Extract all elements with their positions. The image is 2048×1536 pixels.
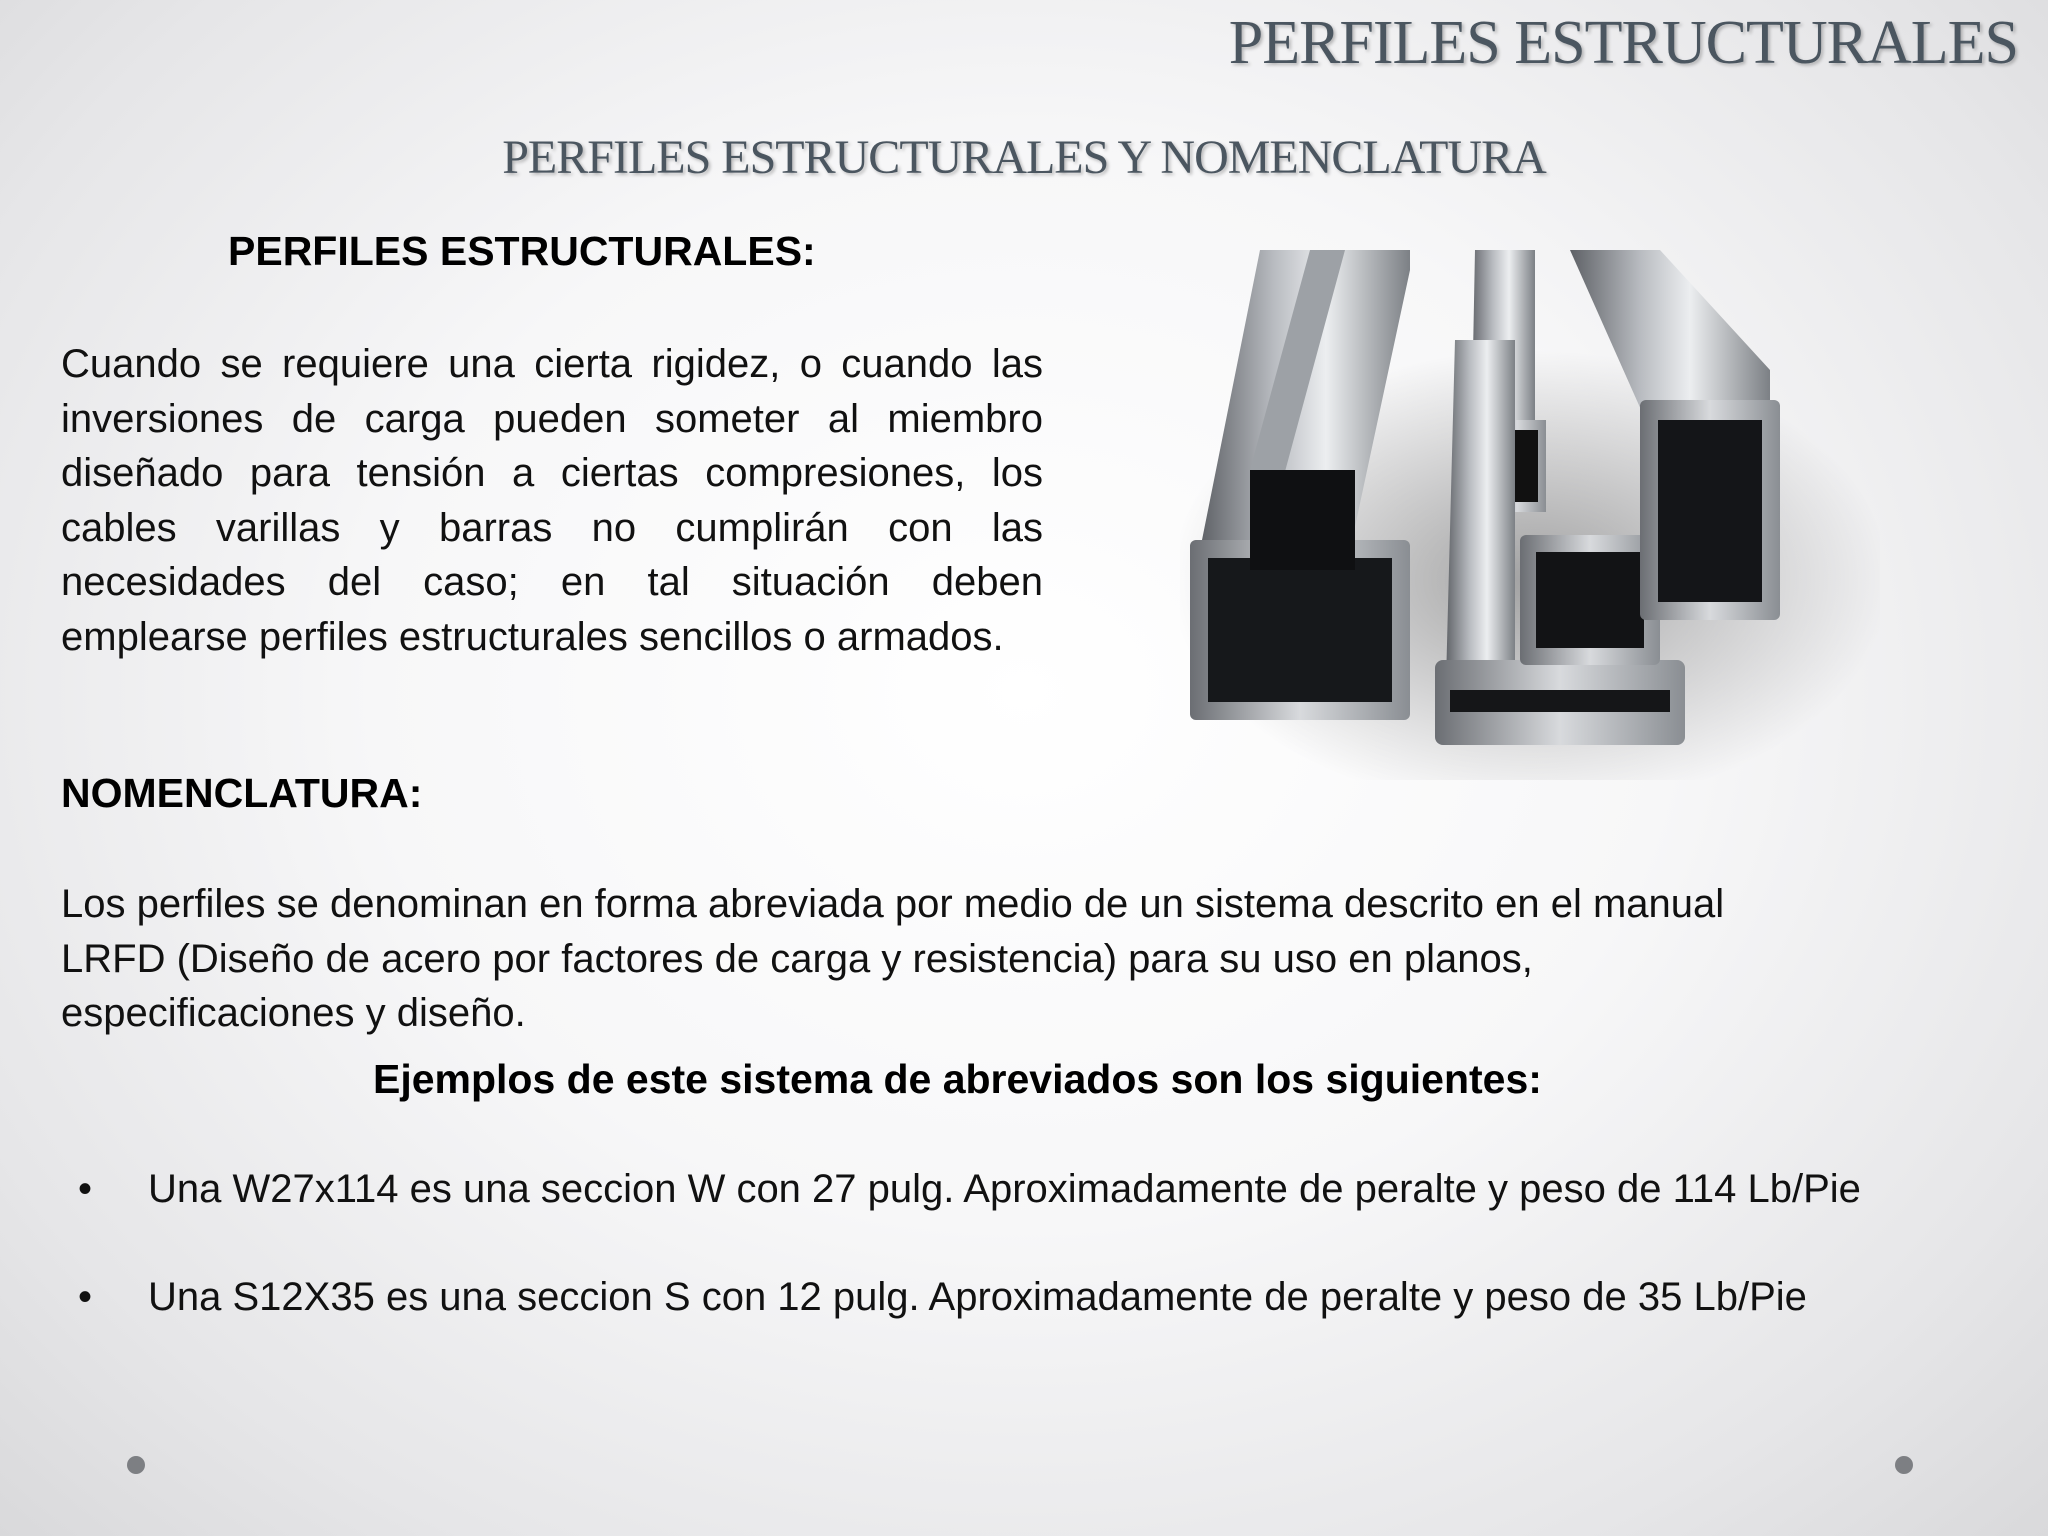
- section-heading-perfiles: PERFILES ESTRUCTURALES:: [228, 228, 816, 274]
- list-item-text: Una W27x114 es una seccion W con 27 pulg. Aproximadamente de peralte y peso de 114 Lb/Pie: [148, 1167, 1861, 1211]
- examples-heading: Ejemplos de este sistema de abreviados son los siguientes:: [373, 1056, 1542, 1102]
- slide-title: PERFILES ESTRUCTURALES: [1228, 9, 2018, 77]
- list-item: [60, 1162, 2000, 1217]
- section-heading-nomenclatura: NOMENCLATURA:: [61, 770, 423, 816]
- paragraph-perfiles: Cuando se requiere una cierta rigidez, o cuando las inversiones de carga pueden someter al miembro diseñado para tensión a ciertas compresiones, los cables varillas y barras no cumplirán con las necesidades del caso; en tal situación deben emplearse perfiles estructurales sencillos o armados.: [61, 342, 1043, 659]
- bullet-marker: •: [78, 1167, 93, 1211]
- corner-dot-right: [1895, 1456, 1913, 1474]
- list-item: [60, 1270, 2000, 1325]
- slide-subtitle: PERFILES ESTRUCTURALES Y NOMENCLATURA: [502, 131, 1546, 184]
- corner-dot-left: [127, 1456, 145, 1474]
- list-item-text: Una S12X35 es una seccion S con 12 pulg. Aproximadamente de peralte y peso de 35 Lb/Pie: [148, 1275, 1807, 1319]
- steel-tubes-photo: [1180, 250, 1880, 780]
- paragraph-nomenclatura: Los perfiles se denominan en forma abreviada por medio de un sistema descrito en el manual LRFD (Diseño de acero por factores de carga y resistencia) para su uso en planos, especificaciones y diseño.: [61, 882, 1725, 1035]
- example-list: [60, 1162, 2000, 1378]
- bullet-marker: •: [78, 1275, 93, 1319]
